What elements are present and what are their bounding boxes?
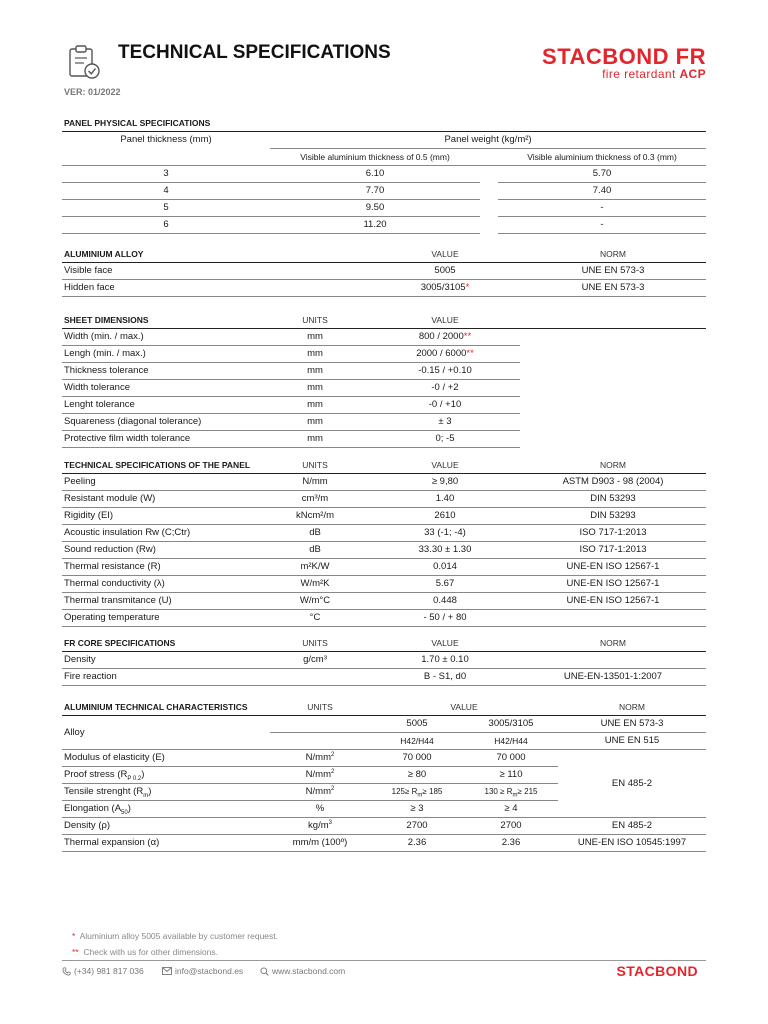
row-units: %: [270, 801, 370, 818]
row-label: Thermal resistance (R): [62, 559, 260, 576]
phone-icon: [62, 967, 71, 976]
units-header: UNITS: [302, 315, 328, 325]
row-norm: UNE-EN ISO 12567-1: [520, 559, 706, 576]
row-norm: ASTM D903 - 98 (2004): [520, 474, 706, 491]
row-label: Sound reduction (Rw): [62, 542, 260, 559]
footer: [62, 963, 706, 982]
row-value-a: $125\ge R_m\ge 185$: [370, 784, 464, 801]
row-spacer: [520, 363, 706, 380]
cell-weight-05: 11.20: [270, 217, 480, 234]
footnote: [72, 944, 278, 960]
row-value-b: 2.36: [464, 835, 558, 852]
table-row: [62, 652, 706, 669]
table-row: [62, 183, 706, 200]
row-spacer: [520, 346, 706, 363]
clipboard-check-icon: [66, 44, 102, 80]
footnote: [72, 928, 278, 944]
row-value: 2000 / 6000**: [370, 346, 520, 363]
table-row: [62, 363, 706, 380]
cell-thickness: 5: [62, 200, 270, 217]
row-value: ± 3: [370, 414, 520, 431]
table-row: [62, 380, 706, 397]
row-value: - 50 / + 80: [370, 610, 520, 627]
row-label: Fire reaction: [62, 669, 260, 686]
table-row: [62, 166, 706, 183]
row-units: g/cm³: [260, 652, 370, 669]
table-row: [62, 542, 706, 559]
row-value-a: 2.36: [370, 835, 464, 852]
units-header: UNITS: [302, 460, 328, 470]
row-value-a: 2700: [370, 818, 464, 835]
alloy-a: 5005: [370, 716, 464, 733]
row-value: 0.014: [370, 559, 520, 576]
table-row: [62, 397, 706, 414]
table-row: [62, 491, 706, 508]
row-units: kNcm²/m: [260, 508, 370, 525]
row-units: dB: [260, 542, 370, 559]
row-units: mm: [260, 329, 370, 346]
row-spacer: [520, 329, 706, 346]
norm-header: NORM: [600, 249, 626, 259]
row-norm: UNE-EN ISO 12567-1: [520, 576, 706, 593]
row-units: $N/mm^2$: [270, 767, 370, 784]
table-row: [62, 610, 706, 627]
footer-phone-text: (+34) 981 817 036: [74, 966, 144, 976]
table-row: [62, 716, 706, 733]
footnote-mark: *: [72, 931, 76, 941]
table-row: [62, 200, 706, 217]
row-label: Density: [62, 652, 260, 669]
row-norm: DIN 53293: [520, 508, 706, 525]
row-label: Thermal expansion (α): [62, 835, 270, 852]
footer-web[interactable]: [260, 966, 345, 976]
section-title: ALUMINIUM TECHNICAL CHARACTERISTICS: [64, 702, 248, 712]
table-row: [62, 217, 706, 234]
temper-a: H42/H44: [370, 733, 464, 750]
units-header: UNITS: [302, 638, 328, 648]
row-label: Width (min. / max.): [62, 329, 260, 346]
row-label: Thermal transmitance (U): [62, 593, 260, 610]
row-units: $N/mm^2$: [270, 750, 370, 767]
row-label: Lenght tolerance: [62, 397, 260, 414]
table-row: [62, 280, 706, 297]
fr-core-section: [62, 635, 706, 686]
footnote-text: Check with us for other dimensions.: [83, 947, 219, 957]
weight-05-header: Visible aluminium thickness of 0.5 (mm): [270, 149, 480, 166]
value-header: VALUE: [431, 638, 459, 648]
row-label: Alloy: [62, 716, 270, 750]
row-label: Lengh (min. / max.): [62, 346, 260, 363]
section-title: TECHNICAL SPECIFICATIONS OF THE PANEL: [64, 460, 251, 470]
cell-weight-05: 7.70: [270, 183, 480, 200]
row-spacer: [520, 397, 706, 414]
footnotes: [72, 928, 278, 960]
row-value-b: ≥ 4: [464, 801, 558, 818]
row-label: Hidden face: [62, 280, 260, 297]
row-norm: UNE EN 573-3: [520, 280, 706, 297]
weight-header: Panel weight (kg/m²): [270, 132, 706, 149]
norm-header: NORM: [600, 638, 626, 648]
panel-technical-section: [62, 457, 706, 627]
footer-brand-logo: STACBOND: [616, 963, 698, 979]
section-title: ALUMINIUM ALLOY: [64, 249, 144, 259]
table-row: [62, 508, 706, 525]
row-spacer: [520, 414, 706, 431]
row-units: dB: [260, 525, 370, 542]
cell-weight-03: -: [498, 200, 706, 217]
row-norm: UNE-EN ISO 12567-1: [520, 593, 706, 610]
row-norm: ISO 717-1:2013: [520, 525, 706, 542]
brand-logo: [516, 46, 706, 81]
row-norm: DIN 53293: [520, 491, 706, 508]
table-row: [62, 559, 706, 576]
table-row: [62, 750, 706, 767]
row-value-a: ≥ 80: [370, 767, 464, 784]
row-label: Width tolerance: [62, 380, 260, 397]
brand-name: STACBOND FR: [542, 44, 706, 69]
temper-b: H42/H44: [464, 733, 558, 750]
temper-norm: UNE EN 515: [558, 733, 706, 750]
cell-weight-03: -: [498, 217, 706, 234]
row-norm: [520, 610, 706, 627]
row-units: $N/mm^2$: [270, 784, 370, 801]
sheet-dimensions-section: [62, 312, 706, 448]
alloy-norm: UNE EN 573-3: [558, 716, 706, 733]
row-value-a: ≥ 3: [370, 801, 464, 818]
row-label: Acoustic insulation Rw (C;Ctr): [62, 525, 260, 542]
row-value: 1.40: [370, 491, 520, 508]
group-norm: EN 485-2: [558, 750, 706, 818]
cell-weight-03: 7.40: [498, 183, 706, 200]
row-value: 800 / 2000**: [370, 329, 520, 346]
row-label: Elongation $(A_{50})$: [62, 801, 270, 818]
row-units: m²K/W: [260, 559, 370, 576]
row-norm: UNE-EN-13501-1:2007: [520, 669, 706, 686]
row-norm: ISO 717-1:2013: [520, 542, 706, 559]
value-header: VALUE: [431, 460, 459, 470]
row-norm: UNE-EN ISO 10545:1997: [558, 835, 706, 852]
aluminium-alloy-section: [62, 246, 706, 297]
row-norm: [520, 652, 706, 669]
footer-divider: [62, 960, 706, 961]
cell-thickness: 3: [62, 166, 270, 183]
table-row: [62, 525, 706, 542]
row-value: ≥ 9,80: [370, 474, 520, 491]
cell-thickness: 4: [62, 183, 270, 200]
row-value-b: 70 000: [464, 750, 558, 767]
row-units: mm: [260, 380, 370, 397]
row-norm: EN 485-2: [558, 818, 706, 835]
cell-weight-05: 6.10: [270, 166, 480, 183]
row-value: 0.448: [370, 593, 520, 610]
search-icon: [260, 967, 269, 976]
version-label: VER: 01/2022: [64, 87, 121, 97]
norm-header: NORM: [619, 702, 645, 712]
row-value: 0; -5: [370, 431, 520, 448]
row-units: W/m°C: [260, 593, 370, 610]
aluminium-technical-section: [62, 699, 706, 852]
row-norm: UNE EN 573-3: [520, 263, 706, 280]
row-value: 3005/3105*: [370, 280, 520, 297]
row-label: Thickness tolerance: [62, 363, 260, 380]
row-label: Proof stress $(R_{P 0.2})$: [62, 767, 270, 784]
table-row: [62, 818, 706, 835]
table-row: [62, 593, 706, 610]
alloy-b: 3005/3105: [464, 716, 558, 733]
section-title: SHEET DIMENSIONS: [64, 315, 149, 325]
row-label: Resistant module (W): [62, 491, 260, 508]
footer-phone[interactable]: [62, 966, 144, 976]
row-units: N/mm: [260, 474, 370, 491]
table-row: [62, 431, 706, 448]
table-row: [62, 414, 706, 431]
footnote-mark: **: [72, 947, 79, 957]
cell-thickness: 6: [62, 217, 270, 234]
row-units: [260, 669, 370, 686]
row-value: 5.67: [370, 576, 520, 593]
table-row: [62, 669, 706, 686]
cell-weight-05: 9.50: [270, 200, 480, 217]
table-row: [62, 263, 706, 280]
row-value: 33.30 ± 1.30: [370, 542, 520, 559]
norm-header: NORM: [600, 460, 626, 470]
value-header: VALUE: [431, 315, 459, 325]
row-value: 1.70 ± 0.10: [370, 652, 520, 669]
row-units: mm: [260, 346, 370, 363]
row-value: -0 / +2: [370, 380, 520, 397]
row-label: Thermal conductivity (λ): [62, 576, 260, 593]
section-title: FR CORE SPECIFICATIONS: [64, 638, 176, 648]
page-title: TECHNICAL SPECIFICATIONS: [118, 42, 391, 63]
units-header: UNITS: [307, 702, 333, 712]
row-label: Operating temperature: [62, 610, 260, 627]
row-label: Modulus of elasticity (E): [62, 750, 270, 767]
row-label: Protective film width tolerance: [62, 431, 260, 448]
row-label: Rigidity (EI): [62, 508, 260, 525]
weight-03-header: Visible aluminium thickness of 0.3 (mm): [498, 149, 706, 166]
row-label: Density (ρ): [62, 818, 270, 835]
brand-tagline: fire retardant ACP: [602, 67, 706, 81]
table-row: [62, 835, 706, 852]
table-row: [62, 346, 706, 363]
row-label: Squareness (diagonal tolerance): [62, 414, 260, 431]
value-header: VALUE: [450, 702, 478, 712]
row-units: $kg/m^3$: [270, 818, 370, 835]
row-value: 5005: [370, 263, 520, 280]
mail-icon: [162, 967, 172, 975]
section-title: PANEL PHYSICAL SPECIFICATIONS: [64, 118, 211, 128]
row-label: Tensile strenght $(R_m)$: [62, 784, 270, 801]
row-spacer: [520, 380, 706, 397]
row-label: Peeling: [62, 474, 260, 491]
row-units: mm: [260, 363, 370, 380]
table-row: [62, 329, 706, 346]
row-value: 33 (-1; -4): [370, 525, 520, 542]
panel-physical-section: [62, 118, 706, 234]
row-units: mm: [260, 414, 370, 431]
row-value-b: $130 \ge R_m\ge 215$: [464, 784, 558, 801]
row-value-b: 2700: [464, 818, 558, 835]
value-header: VALUE: [431, 249, 459, 259]
thickness-header: Panel thickness (mm): [62, 132, 270, 149]
cell-weight-03: 5.70: [498, 166, 706, 183]
footnote-text: Aluminium alloy 5005 available by customer request.: [79, 931, 279, 941]
row-value: -0 / +10: [370, 397, 520, 414]
row-value: 2610: [370, 508, 520, 525]
row-units: W/m²K: [260, 576, 370, 593]
table-row: [62, 474, 706, 491]
row-value-b: ≥ 110: [464, 767, 558, 784]
table-row: [62, 576, 706, 593]
footer-email[interactable]: [162, 966, 243, 976]
row-units: mm: [260, 431, 370, 448]
row-label: Visible face: [62, 263, 260, 280]
row-units: mm: [260, 397, 370, 414]
row-value-a: 70 000: [370, 750, 464, 767]
row-units: °C: [260, 610, 370, 627]
row-value: B - S1, d0: [370, 669, 520, 686]
row-units: cm³/m: [260, 491, 370, 508]
row-units: mm/m (100º): [270, 835, 370, 852]
row-spacer: [520, 431, 706, 448]
footer-web-text: www.stacbond.com: [272, 966, 346, 976]
row-value: -0.15 / +0.10: [370, 363, 520, 380]
footer-email-text: info@stacbond.es: [175, 966, 244, 976]
